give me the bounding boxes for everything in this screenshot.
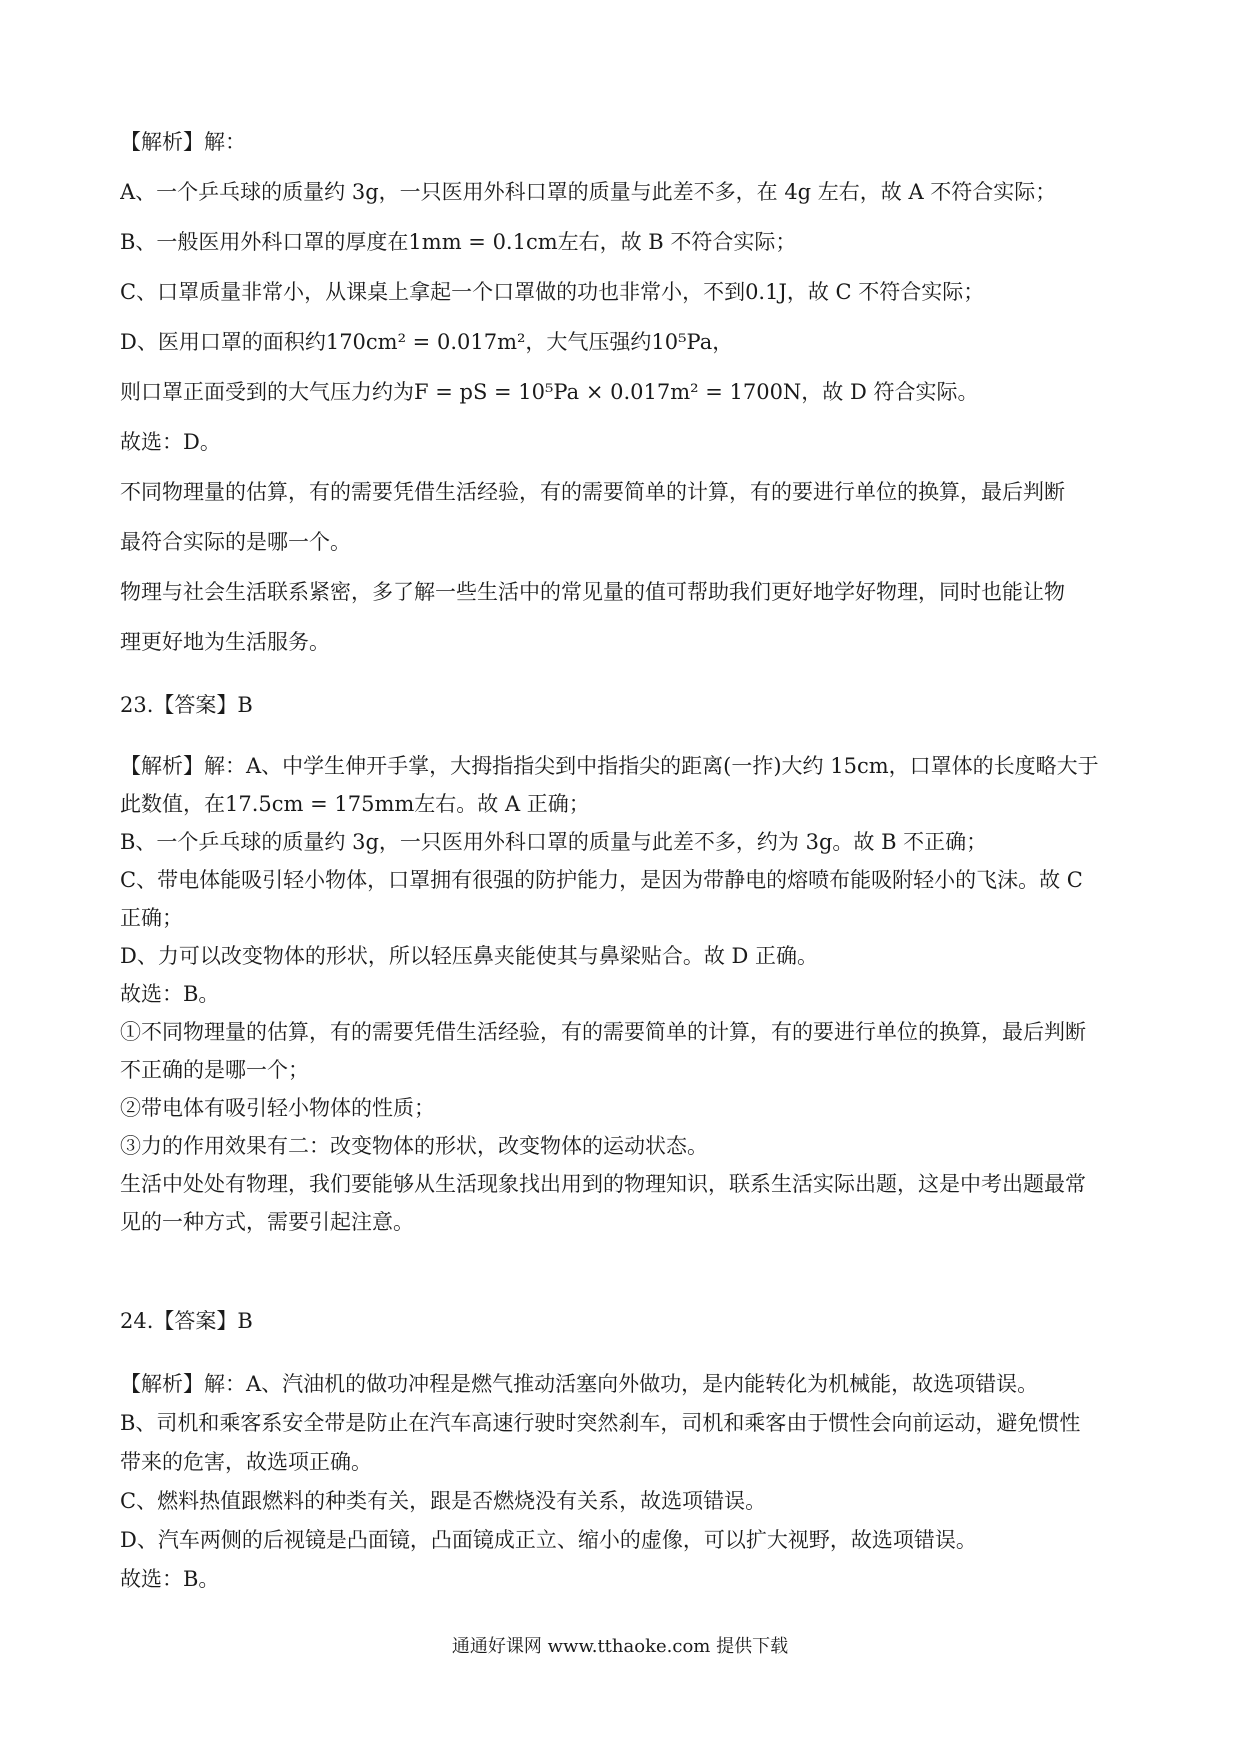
answer-23: 23.【答案】B <box>120 693 253 717</box>
analysis-line: 则口罩正面受到的大气压力约为F = pS = 10⁵Pa × 0.017m² = 1700N，故 D 符合实际。 <box>120 380 979 404</box>
analysis-line: 正确； <box>120 906 183 930</box>
analysis-line: 不正确的是哪一个； <box>120 1058 309 1082</box>
analysis-line: 物理与社会生活联系紧密，多了解一些生活中的常见量的值可帮助我们更好地学好物理，同时也能让物 <box>120 580 1065 604</box>
answer-24: 24.【答案】B <box>120 1309 253 1333</box>
analysis-line: 故选：D。 <box>120 430 221 454</box>
analysis-line: A、一个乒乓球的质量约 3g，一只医用外科口罩的质量与此差不多，在 4g 左右，故 A 不符合实际； <box>120 180 1057 204</box>
analysis-line: 带来的危害，故选项正确。 <box>120 1450 372 1474</box>
analysis-line: C、口罩质量非常小，从课桌上拿起一个口罩做的功也非常小，不到0.1J，故 C 不符合实际； <box>120 280 985 304</box>
analysis-line: 故选：B。 <box>120 982 220 1006</box>
analysis-line: 此数值，在17.5cm = 175mm左右。故 A 正确； <box>120 792 590 816</box>
analysis-line: 最符合实际的是哪一个。 <box>120 530 351 554</box>
analysis-line: 【解析】解：A、中学生伸开手掌，大拇指指尖到中指指尖的距离(一拃)大约 15cm，口罩体的长度略大于 <box>120 754 1099 778</box>
analysis-line: 理更好地为生活服务。 <box>120 630 330 654</box>
analysis-line: C、燃料热值跟燃料的种类有关，跟是否燃烧没有关系，故选项错误。 <box>120 1489 767 1513</box>
analysis-line: B、一个乒乓球的质量约 3g，一只医用外科口罩的质量与此差不多，约为 3g。故 B 不正确； <box>120 830 988 854</box>
analysis-line: ②带电体有吸引轻小物体的性质； <box>120 1096 435 1120</box>
analysis-heading: 【解析】解： <box>120 130 246 154</box>
page-footer: 通通好课网 www.tthaoke.com 提供下载 <box>451 1636 789 1657</box>
analysis-line: 不同物理量的估算，有的需要凭借生活经验，有的需要简单的计算，有的要进行单位的换算，最后判断 <box>120 480 1065 504</box>
analysis-line: B、司机和乘客系安全带是防止在汽车高速行驶时突然刹车，司机和乘客由于惯性会向前运动，避免惯性 <box>120 1411 1081 1435</box>
analysis-line: B、一般医用外科口罩的厚度在1mm = 0.1cm左右，故 B 不符合实际； <box>120 230 797 254</box>
analysis-line: D、汽车两侧的后视镜是凸面镜，凸面镜成正立、缩小的虚像，可以扩大视野，故选项错误。 <box>120 1528 977 1552</box>
analysis-line: 生活中处处有物理，我们要能够从生活现象找出用到的物理知识，联系生活实际出题，这是中考出题最常 <box>120 1172 1086 1196</box>
analysis-line: D、力可以改变物体的形状，所以轻压鼻夹能使其与鼻梁贴合。故 D 正确。 <box>120 944 819 968</box>
analysis-line: D、医用口罩的面积约170cm² = 0.017m²，大气压强约10⁵Pa， <box>120 330 734 354</box>
analysis-line: 故选：B。 <box>120 1567 220 1591</box>
analysis-line: ①不同物理量的估算，有的需要凭借生活经验，有的需要简单的计算，有的要进行单位的换算，最后判断 <box>120 1020 1086 1044</box>
analysis-line: C、带电体能吸引轻小物体，口罩拥有很强的防护能力，是因为带静电的熔喷布能吸附轻小的飞沫。故 C <box>120 868 1083 892</box>
analysis-line: 见的一种方式，需要引起注意。 <box>120 1210 414 1234</box>
analysis-line: 【解析】解：A、汽油机的做功冲程是燃气推动活塞向外做功，是内能转化为机械能，故选项错误。 <box>120 1372 1039 1396</box>
analysis-line: ③力的作用效果有二：改变物体的形状，改变物体的运动状态。 <box>120 1134 708 1158</box>
